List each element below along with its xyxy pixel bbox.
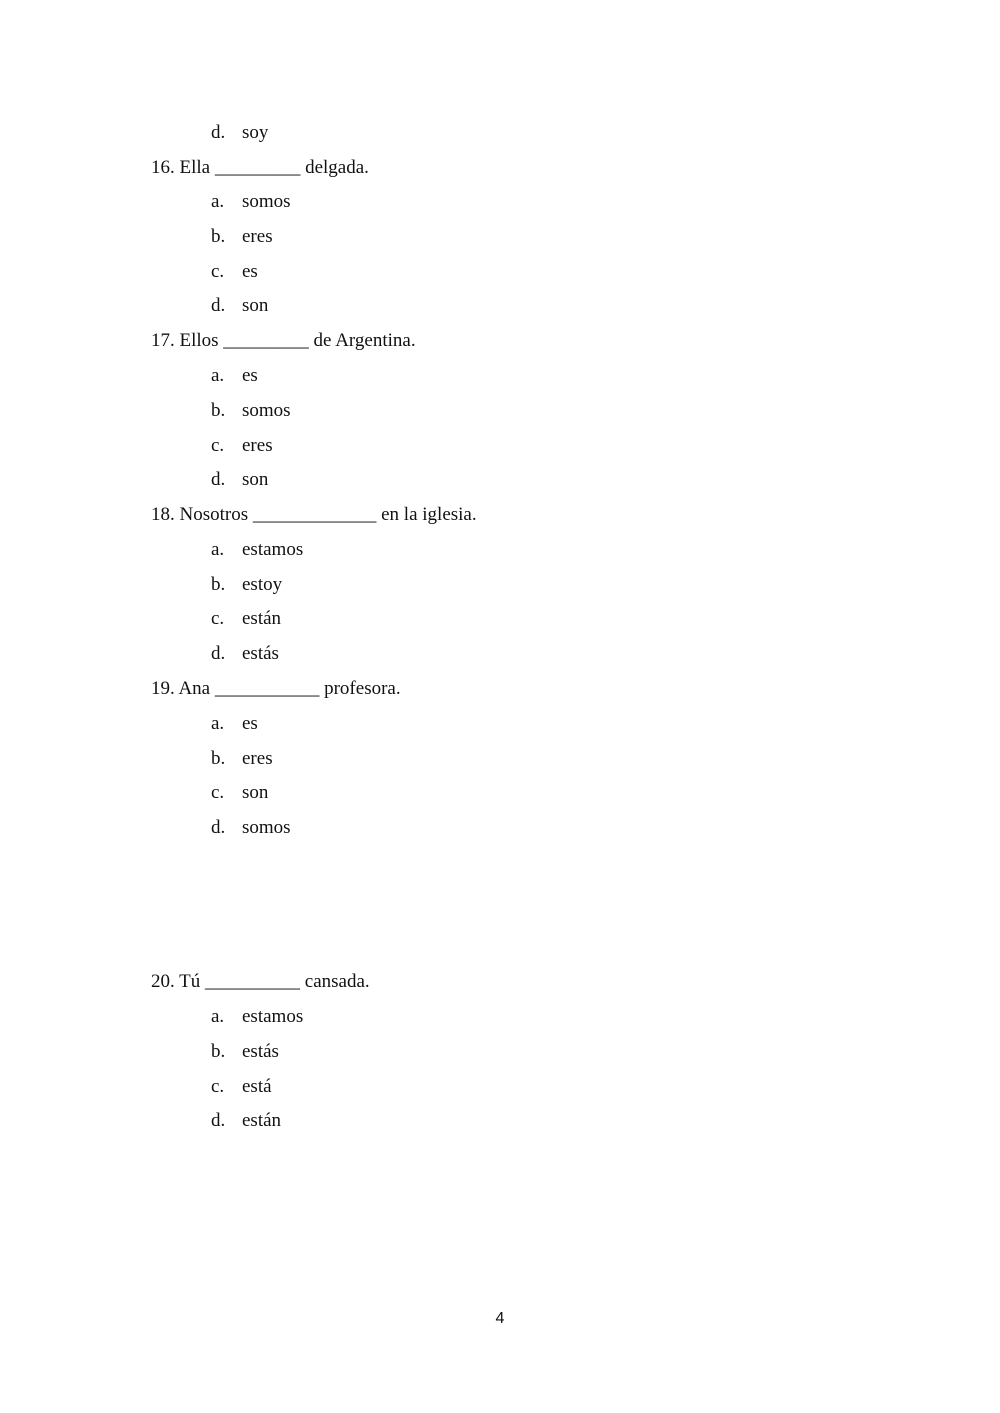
- question-stem: 18. Nosotros _____________ en la iglesia.: [151, 504, 477, 525]
- page-number: 4: [495, 1310, 505, 1327]
- question-stem: 20. Tú __________ cansada.: [151, 971, 370, 992]
- option-letter: b.: [211, 400, 226, 421]
- carryover-option-text: soy: [242, 122, 269, 143]
- option-letter: c.: [211, 261, 225, 282]
- option-text: es: [242, 261, 258, 282]
- option-letter: b.: [211, 1041, 226, 1062]
- option-letter: d.: [211, 817, 226, 838]
- option-letter: b.: [211, 226, 226, 247]
- option-letter: a.: [211, 191, 225, 212]
- option-letter: c.: [211, 782, 225, 803]
- option-letter: c.: [211, 435, 225, 456]
- question-stem: 16. Ella _________ delgada.: [151, 157, 369, 178]
- option-letter: d.: [211, 1110, 226, 1131]
- option-letter: d.: [211, 469, 226, 490]
- option-text: estoy: [242, 574, 283, 595]
- option-text: están: [242, 608, 282, 629]
- question-stem: 19. Ana ___________ profesora.: [151, 678, 401, 699]
- option-text: son: [242, 782, 269, 803]
- option-text: es: [242, 713, 258, 734]
- option-text: estás: [242, 1041, 279, 1062]
- option-letter: d.: [211, 643, 226, 664]
- option-text: son: [242, 469, 269, 490]
- option-letter: a.: [211, 539, 225, 560]
- option-letter: c.: [211, 608, 225, 629]
- option-text: somos: [242, 191, 291, 212]
- question-stem: 17. Ellos _________ de Argentina.: [151, 330, 416, 351]
- option-letter: a.: [211, 1006, 225, 1027]
- option-text: eres: [242, 435, 273, 456]
- carryover-option-letter: d.: [211, 122, 226, 143]
- option-text: son: [242, 295, 269, 316]
- option-letter: a.: [211, 713, 225, 734]
- option-text: eres: [242, 226, 273, 247]
- option-text: estamos: [242, 1006, 304, 1027]
- option-text: están: [242, 1110, 282, 1131]
- option-text: somos: [242, 817, 291, 838]
- option-text: es: [242, 365, 258, 386]
- option-letter: d.: [211, 295, 226, 316]
- option-text: eres: [242, 748, 273, 769]
- option-letter: b.: [211, 574, 226, 595]
- option-text: estamos: [242, 539, 304, 560]
- option-text: está: [242, 1076, 272, 1097]
- option-letter: c.: [211, 1076, 225, 1097]
- option-text: estás: [242, 643, 279, 664]
- option-letter: a.: [211, 365, 225, 386]
- option-letter: b.: [211, 748, 226, 769]
- option-text: somos: [242, 400, 291, 421]
